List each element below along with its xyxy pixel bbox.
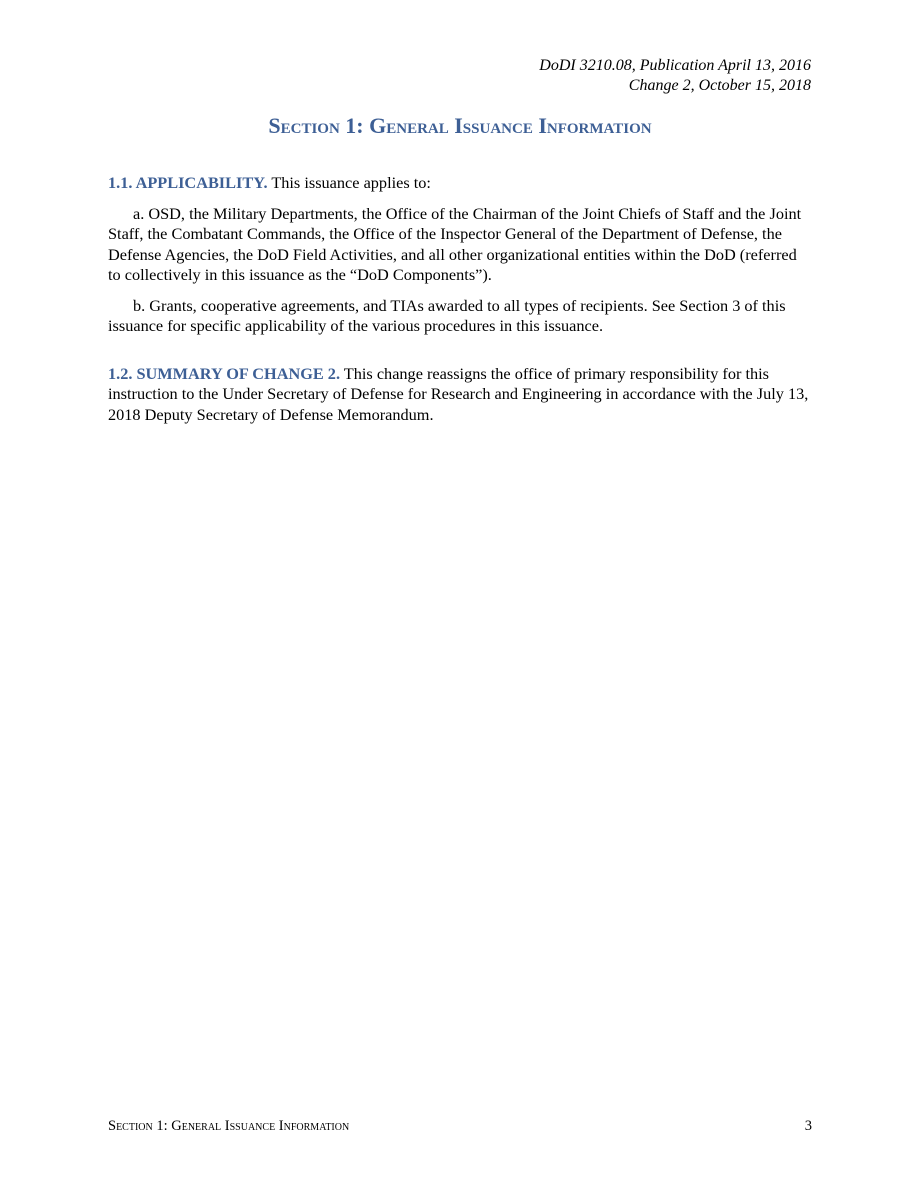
applicability-intro-text: This issuance applies to: (267, 173, 431, 192)
header-change-line: Change 2, October 15, 2018 (628, 77, 811, 94)
footer-section-title: Section 1: General Issuance Information (108, 1118, 350, 1134)
document-header (539, 56, 811, 96)
paragraph-summary-of-change (108, 364, 813, 426)
applicability-item-a: a. OSD, the Military Departments, the Office of the Chairman of the Joint Chiefs of Staff and the Joint Staff, the Combatant Commands, the Office of the Inspector General of the Department of Defense, the Defense Agencies, the DoD Field Activities, and all other organizational entities within the DoD (referred to collectively in this issuance as the “DoD Components”). (108, 203, 802, 284)
document-body (108, 173, 813, 425)
page-number: 3 (804, 1118, 812, 1134)
summary-text: This change reassigns the office of primary responsibility for this instruction to the Under Secretary of Defense for Research and Engineering in accordance with the July 13, 2018 Deputy Secretary of Defense Memorandum. (108, 363, 809, 424)
section-title: Section 1: General Issuance Information (268, 113, 652, 138)
summary-heading: 1.2. SUMMARY OF CHANGE 2. (108, 363, 341, 383)
header-publication-line: DoDI 3210.08, Publication April 13, 2016 (539, 57, 811, 74)
applicability-heading: 1.1. APPLICABILITY. (108, 173, 268, 192)
page-footer (108, 1117, 812, 1135)
applicability-item-b: b. Grants, cooperative agreements, and TIAs awarded to all types of recipients. See Section 3 of this issuance for specific applicability of the various procedures in this issuance. (108, 295, 786, 335)
paragraph-applicability (108, 173, 813, 194)
